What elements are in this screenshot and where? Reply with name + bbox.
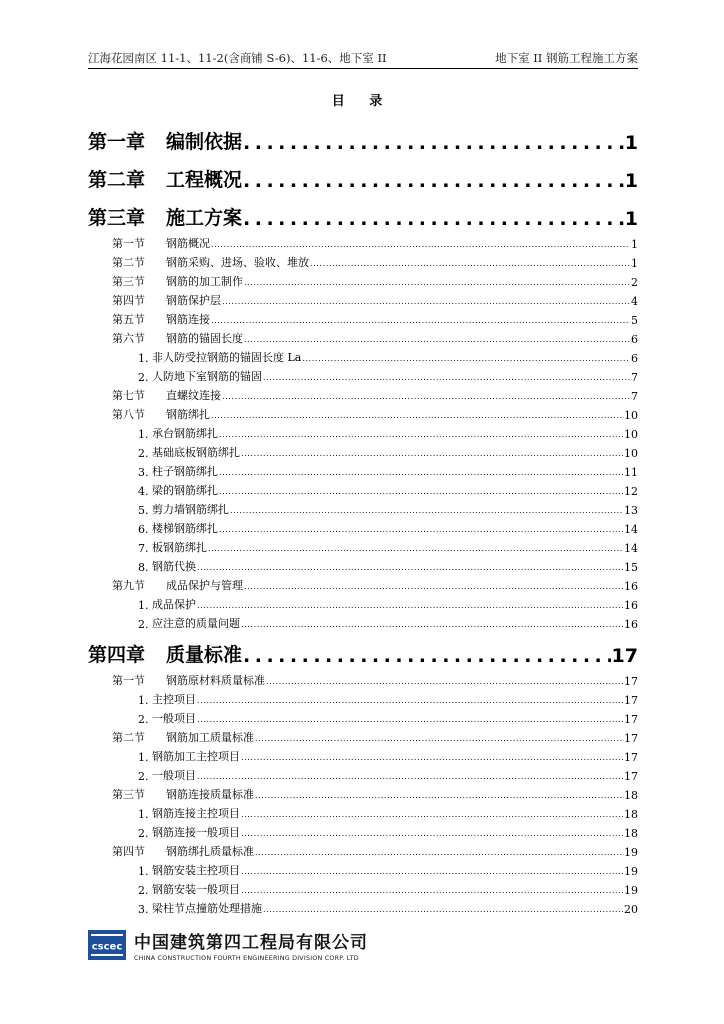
toc-item[interactable] [88,422,638,441]
toc-entry-number: 1. [138,428,149,441]
toc-entry-number: 2. [138,884,149,897]
toc-section[interactable] [88,783,638,802]
toc-page-number: 5 [631,314,638,327]
toc-item[interactable] [88,745,638,764]
toc-dot-leader [197,694,623,707]
toc-entry-number: 第三节 [112,788,145,801]
toc-page-number: 1 [624,170,638,192]
toc-entry-number: 2. [138,827,149,840]
toc-page-number: 17 [624,732,638,745]
toc-entry-title: 楼梯钢筋绑扎 [152,522,218,535]
toc-entry-title: 钢筋绑扎质量标准 [166,845,254,858]
toc-section[interactable] [88,270,638,289]
toc-entry-number: 1. [138,599,149,612]
toc-page-number: 18 [624,808,638,821]
table-of-contents [88,118,638,916]
toc-entry-title: 主控项目 [152,693,196,706]
toc-entry-title: 承台钢筋绑扎 [152,427,218,440]
toc-heading: 目 录 [331,94,393,109]
toc-entry-title: 钢筋安装一般项目 [152,883,240,896]
toc-entry-number: 第二章 [88,169,146,191]
toc-dot-leader [243,132,624,154]
toc-page-number: 17 [624,675,638,688]
toc-entry-number: 第一节 [112,674,145,687]
toc-entry-title: 钢筋加工主控项目 [152,750,240,763]
toc-entry-title: 一般项目 [152,769,196,782]
toc-section[interactable] [88,308,638,327]
toc-page-number: 1 [624,132,638,154]
toc-dot-leader [263,371,630,384]
toc-page-number: 14 [624,523,638,536]
toc-entry-number: 2. [138,447,149,460]
toc-item[interactable] [88,859,638,878]
toc-page-number: 10 [624,447,638,460]
toc-entry-title: 钢筋的加工制作 [166,275,243,288]
toc-dot-leader [255,732,623,745]
toc-dot-leader [310,257,630,270]
toc-chapter[interactable] [88,156,638,194]
cscec-logo-icon [88,930,126,960]
toc-entry-title: 剪力墙钢筋绑扎 [152,503,229,516]
toc-item[interactable] [88,878,638,897]
toc-section[interactable] [88,384,638,403]
toc-item[interactable] [88,707,638,726]
toc-item[interactable] [88,612,638,631]
toc-page-number: 1 [631,257,638,270]
toc-dot-leader [255,846,623,859]
toc-page-number: 16 [624,580,638,593]
toc-dot-leader [266,675,623,688]
toc-page-number: 17 [624,713,638,726]
toc-dot-leader [222,390,630,403]
toc-entry-title: 工程概况 [166,169,243,191]
toc-dot-leader [197,561,623,574]
toc-page-number: 17 [624,770,638,783]
toc-entry-number: 1. [138,751,149,764]
toc-section[interactable] [88,251,638,270]
toc-entry-title: 直螺纹连接 [166,389,221,402]
toc-entry-title: 一般项目 [152,712,196,725]
company-name-cn: 中国建筑第四工程局有限公司 [134,933,368,953]
toc-entry-title: 钢筋代换 [152,560,196,573]
toc-entry-number: 6. [138,523,149,536]
toc-dot-leader [211,409,623,422]
toc-entry-number: 4. [138,485,149,498]
toc-dot-leader [219,466,623,479]
toc-entry-number: 第一章 [88,131,146,153]
page-header [88,50,638,66]
toc-dot-leader [211,238,630,251]
toc-entry-title: 质量标准 [166,644,243,666]
toc-entry-number: 第四章 [88,644,146,666]
toc-dot-leader [243,645,611,667]
toc-page-number: 16 [624,599,638,612]
toc-page-number: 13 [624,504,638,517]
toc-entry-number: 第一节 [112,237,145,250]
toc-dot-leader [241,827,623,840]
toc-page-number: 2 [631,276,638,289]
toc-dot-leader [241,447,623,460]
toc-item[interactable] [88,441,638,460]
toc-entry-number: 第五节 [112,313,145,326]
toc-entry-title: 梁的钢筋绑扎 [152,484,218,497]
toc-page-number: 7 [631,371,638,384]
toc-page-number: 10 [624,409,638,422]
toc-entry-title: 成品保护 [152,598,196,611]
toc-entry-number: 第四节 [112,294,145,307]
toc-entry-number: 2. [138,770,149,783]
toc-section[interactable] [88,232,638,251]
toc-page-number: 4 [631,295,638,308]
toc-entry-number: 8. [138,561,149,574]
toc-dot-leader [222,295,630,308]
toc-dot-leader [197,599,623,612]
toc-page-number: 19 [624,865,638,878]
toc-dot-leader [243,170,624,192]
toc-entry-number: 第二节 [112,731,145,744]
toc-dot-leader [211,314,630,327]
toc-entry-title: 非人防受拉钢筋的锚固长度 La [152,351,302,364]
toc-dot-leader [230,504,623,517]
toc-item[interactable] [88,479,638,498]
toc-dot-leader [244,276,630,289]
toc-entry-title: 梁柱节点撞筋处理措施 [152,902,262,915]
toc-entry-number: 第六节 [112,332,145,345]
toc-entry-title: 钢筋连接 [166,313,210,326]
toc-entry-title: 钢筋原材料质量标准 [166,674,265,687]
toc-dot-leader [244,580,623,593]
toc-dot-leader [244,333,630,346]
toc-chapter[interactable] [88,194,638,232]
toc-entry-number: 第三章 [88,207,146,229]
toc-dot-leader [219,523,623,536]
toc-entry-number: 第八节 [112,408,145,421]
toc-item[interactable] [88,802,638,821]
toc-item[interactable] [88,346,638,365]
toc-page-number: 20 [624,903,638,916]
toc-item[interactable] [88,365,638,384]
toc-section[interactable] [88,574,638,593]
toc-dot-leader [219,428,623,441]
toc-entry-title: 钢筋保护层 [166,294,221,307]
toc-page-number: 17 [611,645,638,667]
toc-page-number: 16 [624,618,638,631]
toc-page-number: 10 [624,428,638,441]
toc-item[interactable] [88,498,638,517]
toc-entry-number: 1. [138,694,149,707]
toc-entry-title: 基础底板钢筋绑扎 [152,446,240,459]
toc-page-number: 11 [624,466,638,479]
toc-entry-title: 钢筋的锚固长度 [166,332,243,345]
toc-entry-title: 钢筋概况 [166,237,210,250]
toc-dot-leader [197,770,623,783]
toc-entry-title: 钢筋采购、进场、验收、堆放 [166,256,309,269]
toc-item[interactable] [88,897,638,916]
toc-entry-title: 施工方案 [166,207,243,229]
toc-dot-leader [219,485,623,498]
toc-entry-number: 1. [138,808,149,821]
logo-text: cscec [91,941,123,953]
toc-entry-number: 3. [138,466,149,479]
toc-item[interactable] [88,821,638,840]
toc-dot-leader [208,542,623,555]
page-footer [88,928,368,962]
toc-page-number: 14 [624,542,638,555]
toc-item[interactable] [88,764,638,783]
toc-dot-leader [263,903,623,916]
toc-page-number: 19 [624,884,638,897]
toc-page-number: 12 [624,485,638,498]
toc-entry-number: 第二节 [112,256,145,269]
toc-page-number: 15 [624,561,638,574]
toc-item[interactable] [88,555,638,574]
toc-page-number: 18 [624,789,638,802]
toc-entry-title: 成品保护与管理 [166,579,243,592]
toc-entry-number: 1. [138,865,149,878]
toc-dot-leader [241,865,623,878]
toc-entry-number: 5. [138,504,149,517]
toc-chapter[interactable] [88,631,638,669]
toc-entry-title: 柱子钢筋绑扎 [152,465,218,478]
company-name-en: CHINA CONSTRUCTION FOURTH ENGINEERING DIVISION CORP. LTD [134,954,359,962]
toc-dot-leader [243,208,624,230]
toc-dot-leader [255,789,623,802]
toc-entry-title: 钢筋安装主控项目 [152,864,240,877]
toc-dot-leader [302,352,630,365]
toc-entry-number: 1. [138,352,149,365]
toc-section[interactable] [88,726,638,745]
toc-section[interactable] [88,669,638,688]
toc-item[interactable] [88,460,638,479]
toc-entry-title: 钢筋连接主控项目 [152,807,240,820]
toc-page-number: 7 [631,390,638,403]
toc-dot-leader [241,884,623,897]
toc-item[interactable] [88,593,638,612]
toc-section[interactable] [88,327,638,346]
toc-item[interactable] [88,688,638,707]
toc-dot-leader [241,618,623,631]
toc-entry-number: 第三节 [112,275,145,288]
toc-entry-title: 板钢筋绑扎 [152,541,207,554]
toc-entry-number: 2. [138,618,149,631]
toc-page-number: 17 [624,694,638,707]
toc-entry-title: 钢筋连接质量标准 [166,788,254,801]
toc-entry-number: 2. [138,371,149,384]
toc-section[interactable] [88,289,638,308]
toc-section[interactable] [88,403,638,422]
company-block [134,928,368,962]
toc-section[interactable] [88,840,638,859]
toc-entry-title: 钢筋连接一般项目 [152,826,240,839]
toc-page-number: 6 [631,352,638,365]
toc-entry-number: 第四节 [112,845,145,858]
toc-entry-title: 人防地下室钢筋的锚固 [152,370,262,383]
toc-entry-number: 第九节 [112,579,145,592]
toc-entry-title: 钢筋绑扎 [166,408,210,421]
toc-chapter[interactable] [88,118,638,156]
toc-dot-leader [241,751,623,764]
header-document-title: 地下室 II 钢筋工程施工方案 [495,51,638,65]
toc-page-number: 17 [624,751,638,764]
toc-dot-leader [197,713,623,726]
toc-entry-number: 第七节 [112,389,145,402]
toc-entry-number: 3. [138,903,149,916]
toc-page-number: 18 [624,827,638,840]
toc-entry-title: 钢筋加工质量标准 [166,731,254,744]
toc-dot-leader [241,808,623,821]
toc-page-number: 19 [624,846,638,859]
toc-entry-number: 7. [138,542,149,555]
header-divider [88,68,638,69]
toc-page-number: 1 [631,238,638,251]
header-project-name: 江海花园南区 11-1、11-2(含商铺 S-6)、11-6、地下室 II [88,51,387,65]
toc-item[interactable] [88,536,638,555]
toc-page-number: 1 [624,208,638,230]
toc-item[interactable] [88,517,638,536]
toc-entry-title: 编制依据 [166,131,243,153]
toc-page-number: 6 [631,333,638,346]
toc-entry-number: 2. [138,713,149,726]
toc-entry-title: 应注意的质量问题 [152,617,240,630]
